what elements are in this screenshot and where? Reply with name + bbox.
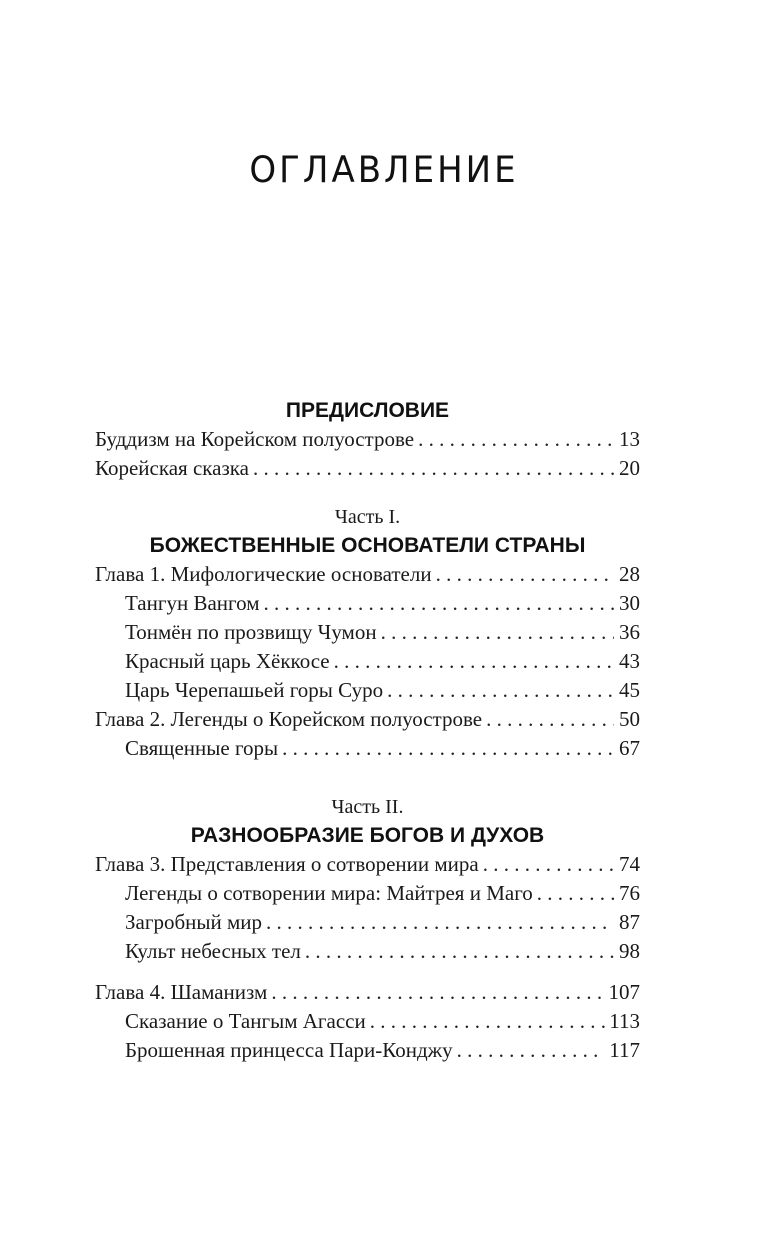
toc-subentry[interactable] [95, 908, 640, 937]
page-title: ОГЛАВЛЕНИЕ [249, 148, 519, 192]
chapter-3-entry[interactable] [95, 850, 640, 879]
entry-label: Красный царь Хёккосе [125, 649, 330, 673]
entry-label: Глава 3. Представления о сотворении мира [95, 852, 479, 876]
part-2-label: Часть II. [331, 796, 404, 818]
entry-page-number: 117 [609, 1038, 640, 1062]
entry-label: Сказание о Тангым Агасси [125, 1009, 366, 1033]
dot-leader [305, 937, 614, 966]
toc-subentry[interactable] [95, 589, 640, 618]
entry-label: Глава 2. Легенды о Корейском полуострове [95, 707, 483, 731]
preface-heading: ПРЕДИСЛОВИЕ [285, 399, 450, 422]
toc-subentry[interactable] [95, 618, 640, 647]
dot-leader [264, 589, 614, 618]
entry-page-number: 98 [619, 939, 640, 963]
dot-leader [537, 879, 614, 908]
entry-page-number: 87 [619, 910, 640, 934]
toc-subentry[interactable] [95, 1007, 640, 1036]
dot-leader [282, 734, 614, 763]
toc-subentry[interactable] [95, 647, 640, 676]
entry-label: Глава 4. Шаманизм [95, 980, 268, 1004]
part-2-heading: РАЗНООБРАЗИЕ БОГОВ И ДУХОВ [190, 824, 545, 847]
toc-subentry[interactable] [95, 1036, 640, 1065]
entry-page-number: 76 [619, 881, 640, 905]
toc-entry[interactable] [95, 425, 640, 454]
toc-subentry[interactable] [95, 734, 640, 763]
entry-page-number: 113 [609, 1009, 640, 1033]
toc-subentry[interactable] [95, 879, 640, 908]
dot-leader [253, 454, 614, 483]
entry-label: Царь Черепашьей горы Суро [125, 678, 384, 702]
table-of-contents [95, 396, 640, 1065]
entry-page-number: 74 [619, 852, 640, 876]
entry-page-number: 30 [619, 591, 640, 615]
chapter-2-entry[interactable] [95, 705, 640, 734]
chapter-1-entry[interactable] [95, 560, 640, 589]
toc-subentry[interactable] [95, 676, 640, 705]
entry-page-number: 43 [619, 649, 640, 673]
dot-leader [483, 850, 614, 879]
dot-leader [436, 560, 614, 589]
entry-page-number: 20 [619, 456, 640, 480]
dot-leader [387, 676, 614, 705]
entry-label: Легенды о сотворении мира: Майтрея и Маго [125, 881, 533, 905]
entry-label: Тонмён по прозвищу Чумон [125, 620, 377, 644]
entry-label: Загробный мир [125, 910, 263, 934]
entry-page-number: 13 [619, 427, 640, 451]
entry-label: Корейская сказка [95, 456, 249, 480]
entry-label: Священные горы [125, 736, 279, 760]
part-1-heading: БОЖЕСТВЕННЫЕ ОСНОВАТЕЛИ СТРАНЫ [149, 534, 586, 557]
entry-label: Культ небесных тел [125, 939, 301, 963]
spacer [95, 966, 640, 978]
entry-label: Брошенная принцесса Пари-Конджу [125, 1038, 453, 1062]
entry-page-number: 45 [619, 678, 640, 702]
chapter-4-entry[interactable] [95, 978, 640, 1007]
dot-leader [418, 425, 614, 454]
dot-leader [486, 705, 614, 734]
entry-label: Глава 1. Мифологические основатели [95, 562, 432, 586]
dot-leader [271, 978, 604, 1007]
toc-entry[interactable] [95, 454, 640, 483]
dot-leader [381, 618, 614, 647]
part-1-label: Часть I. [334, 506, 401, 528]
entry-page-number: 50 [619, 707, 640, 731]
entry-label: Тангун Вангом [125, 591, 260, 615]
toc-subentry[interactable] [95, 937, 640, 966]
dot-leader [457, 1036, 606, 1065]
entry-page-number: 107 [608, 980, 640, 1004]
dot-leader [370, 1007, 606, 1036]
entry-label: Буддизм на Корейском полуострове [95, 427, 415, 451]
dot-leader [334, 647, 614, 676]
entry-page-number: 36 [619, 620, 640, 644]
entry-page-number: 28 [619, 562, 640, 586]
dot-leader [266, 908, 614, 937]
entry-page-number: 67 [619, 736, 640, 760]
